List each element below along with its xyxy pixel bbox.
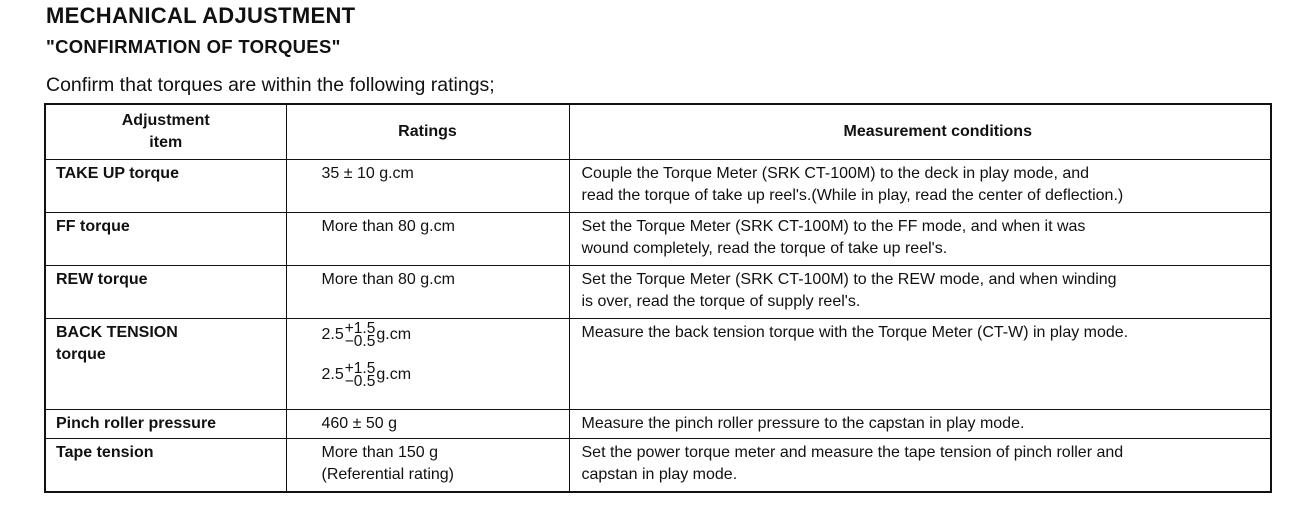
rating-line1: More than 150 g bbox=[321, 444, 439, 461]
table-row bbox=[45, 439, 1271, 493]
row-item: Tape tension bbox=[45, 439, 286, 493]
row-item-line1: BACK TENSION bbox=[56, 324, 178, 341]
row-item-line2: torque bbox=[56, 346, 106, 363]
condition-line: read the torque of take up reel's.(While in play, read the center of deflection.) bbox=[581, 187, 1124, 204]
rating-base: 2.5 bbox=[321, 366, 344, 384]
row-item bbox=[45, 319, 286, 410]
section-subtitle: "CONFIRMATION OF TORQUES" bbox=[46, 36, 341, 57]
condition-line: is over, read the torque of supply reel's. bbox=[581, 293, 861, 310]
rating-line2: (Referential rating) bbox=[321, 466, 454, 483]
condition-line: Set the Torque Meter (SRK CT-100M) to the REW mode, and when winding bbox=[581, 271, 1117, 288]
header-ratings: Ratings bbox=[286, 104, 569, 160]
row-rating bbox=[286, 439, 569, 493]
rating-base: 2.5 bbox=[321, 326, 344, 344]
rating-unit: g.cm bbox=[376, 366, 412, 384]
row-conditions bbox=[569, 439, 1271, 493]
row-rating: More than 80 g.cm bbox=[286, 266, 569, 319]
row-item: REW torque bbox=[45, 266, 286, 319]
header-item-line2: item bbox=[149, 134, 183, 151]
rating-unit: g.cm bbox=[376, 326, 412, 344]
table-row bbox=[45, 213, 1271, 266]
condition-line: capstan in play mode. bbox=[581, 466, 738, 483]
row-conditions bbox=[569, 410, 1271, 439]
row-rating: 460 ± 50 g bbox=[286, 410, 569, 439]
tolerance-minus: −0.5 bbox=[344, 373, 376, 391]
row-conditions bbox=[569, 160, 1271, 213]
row-conditions bbox=[569, 266, 1271, 319]
condition-line: Measure the back tension torque with the Torque Meter (CT-W) in play mode. bbox=[581, 324, 1129, 341]
header-adjustment-item bbox=[45, 104, 286, 160]
row-item: TAKE UP torque bbox=[45, 160, 286, 213]
row-rating: More than 80 g.cm bbox=[286, 213, 569, 266]
table-row bbox=[45, 410, 1271, 439]
row-rating bbox=[286, 319, 569, 410]
condition-line: Set the power torque meter and measure the tape tension of pinch roller and bbox=[581, 444, 1124, 461]
row-conditions bbox=[569, 319, 1271, 410]
tolerance-rating bbox=[321, 360, 559, 391]
intro-text: Confirm that torques are within the following ratings; bbox=[46, 74, 495, 96]
tolerance-plus: +1.5 bbox=[344, 320, 376, 337]
tolerance-plus: +1.5 bbox=[344, 360, 376, 378]
header-item-line1: Adjustment bbox=[121, 112, 210, 129]
tolerance-rating bbox=[322, 322, 559, 348]
table-row bbox=[45, 160, 1271, 213]
condition-line: Set the Torque Meter (SRK CT-100M) to the FF mode, and when it was bbox=[581, 218, 1086, 235]
tolerance-stack bbox=[345, 322, 376, 348]
row-conditions bbox=[569, 213, 1271, 266]
condition-line: Measure the pinch roller pressure to the capstan in play mode. bbox=[581, 415, 1025, 432]
condition-line: wound completely, read the torque of take up reel's. bbox=[581, 240, 948, 257]
row-item: FF torque bbox=[45, 213, 286, 266]
condition-line: Couple the Torque Meter (SRK CT-100M) to the deck in play mode, and bbox=[581, 165, 1090, 182]
page-title: MECHANICAL ADJUSTMENT bbox=[46, 3, 356, 28]
torque-ratings-table bbox=[44, 103, 1272, 493]
row-rating: 35 ± 10 g.cm bbox=[286, 160, 569, 213]
header-measurement-conditions: Measurement conditions bbox=[569, 104, 1271, 160]
tolerance-stack bbox=[344, 360, 376, 391]
table-row bbox=[45, 266, 1271, 319]
tolerance-minus: −0.5 bbox=[344, 333, 376, 350]
row-item: Pinch roller pressure bbox=[45, 410, 286, 439]
header-row bbox=[45, 104, 1271, 160]
table-row bbox=[45, 319, 1271, 410]
